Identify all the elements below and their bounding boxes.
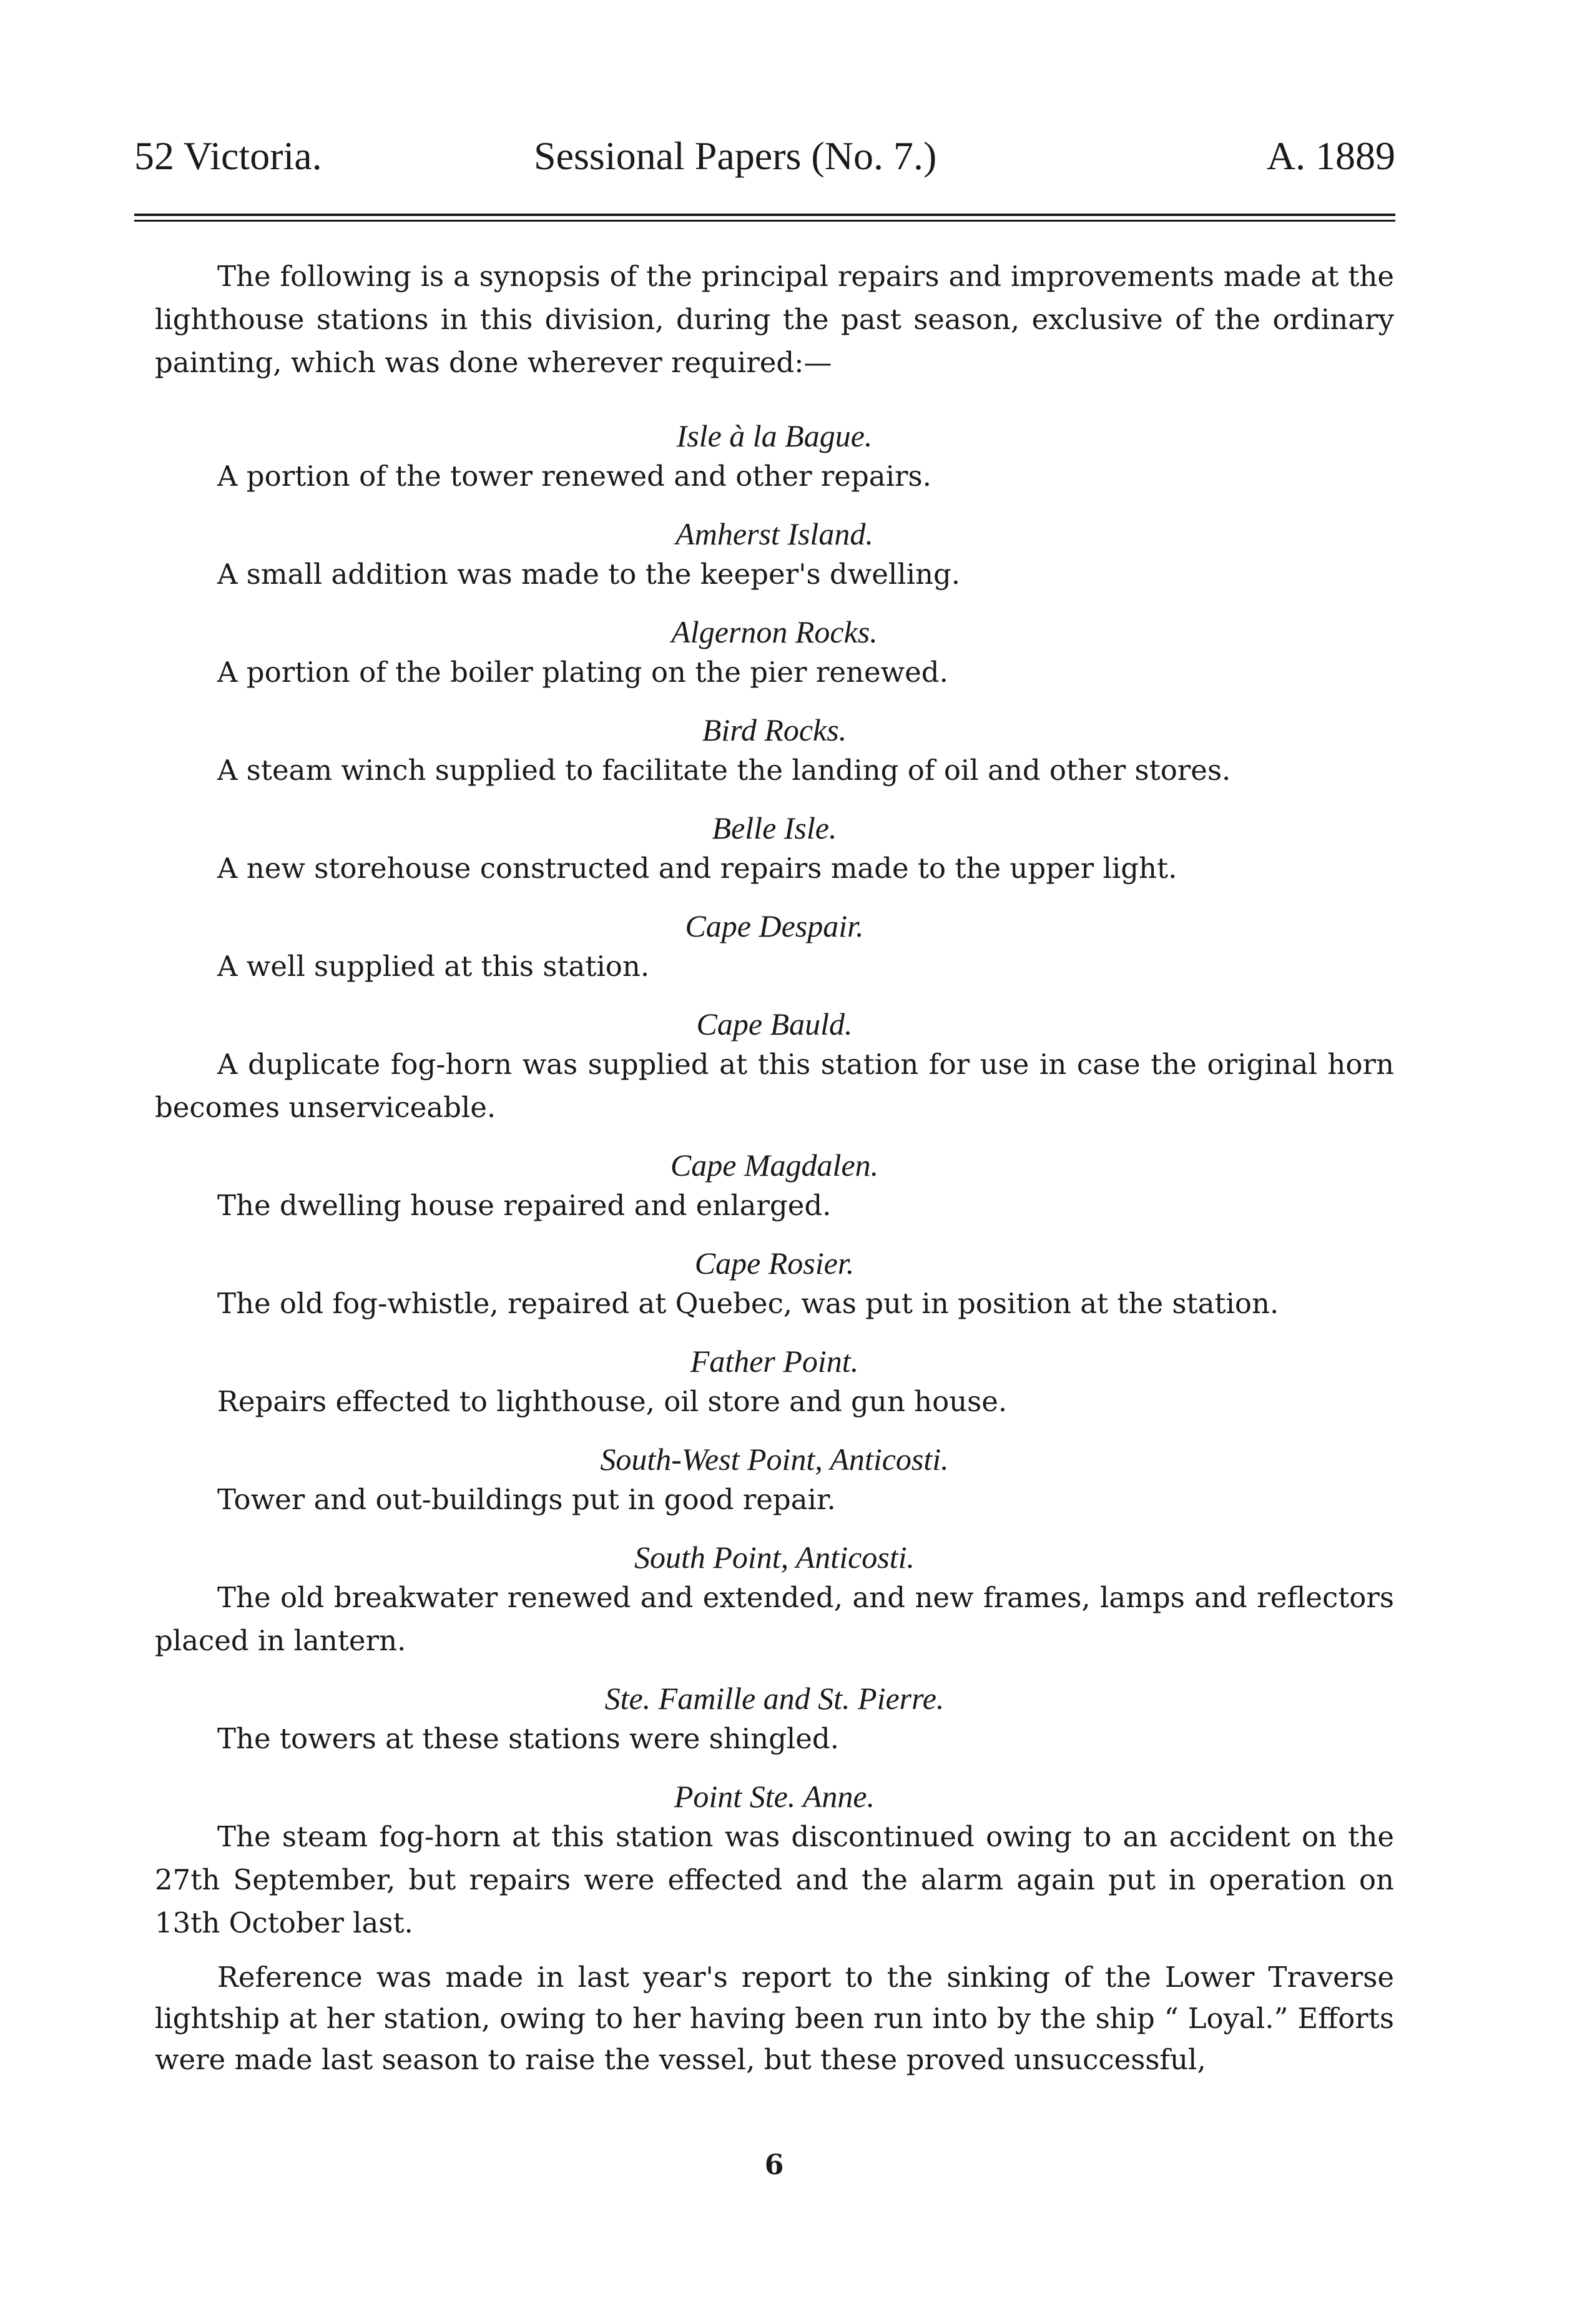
station-description: A well supplied at this station. [217,950,650,983]
station-description: A duplicate fog-horn was supplied at this station for use in case the original horn becomes unserviceable. [155,1048,1394,1124]
station-entries [155,412,1394,2080]
header-session: 52 Victoria. [134,134,322,178]
station-entry [155,1534,1394,1662]
station-entry [155,1773,1394,1944]
station-description: Repairs effected to lighthouse, oil store and gun house. [217,1385,1008,1418]
station-description: A small addition was made to the keeper's dwelling. [217,558,961,591]
station-entry [155,510,1394,596]
station-heading: Father Point. [690,1344,859,1379]
station-entry [155,1337,1394,1423]
station-entry [155,902,1394,988]
closing-paragraph: Reference was made in last year's report to the sinking of the Lower Traverse lightship at her station, owing to her having been run into by the ship “ Loyal.” Efforts were made last season to raise the vessel, but these proved unsuccessful, [155,1961,1394,2076]
station-heading: Belle Isle. [712,810,837,845]
station-heading: Cape Magdalen. [670,1148,879,1183]
station-description: The dwelling house repaired and enlarged. [217,1189,832,1222]
header-year: A. 1889 [1266,134,1395,178]
station-heading: Cape Despair. [685,908,864,943]
header-rule-thin [134,220,1395,222]
running-header [134,128,1395,184]
station-heading: Algernon Rocks. [671,614,878,649]
station-description: The towers at these stations were shingled. [217,1722,840,1755]
station-heading: Cape Rosier. [694,1246,855,1281]
station-entry [155,1000,1394,1129]
station-description: A portion of the boiler plating on the pier renewed. [217,656,948,689]
station-entry [155,804,1394,890]
page-number: 6 [764,2149,784,2181]
station-description: Tower and out-buildings put in good repair. [217,1483,836,1516]
station-description: The steam fog-horn at this station was discontinued owing to an accident on the 27th September, but repairs were effected and the alarm again put in operation on 13th October last. [155,1820,1394,1939]
station-entry [155,706,1394,792]
station-heading: Isle à la Bague. [676,418,873,453]
intro-paragraph: The following is a synopsis of the principal repairs and improvements made at the lighthouse stations in this division, during the past season, exclusive of the ordinary painting, which was done wherever required:— [155,260,1394,379]
station-heading: Cape Bauld. [696,1007,853,1041]
header-rule-thick [134,214,1395,216]
station-entry [155,412,1394,498]
station-heading: South Point, Anticosti. [634,1540,915,1575]
station-entry [155,1141,1394,1227]
station-description: A new storehouse constructed and repairs made to the upper light. [217,852,1177,885]
station-entry [155,1239,1394,1325]
station-heading: Point Ste. Anne. [674,1779,875,1814]
station-heading: Amherst Island. [675,516,873,551]
station-entry [155,1435,1394,1521]
station-heading: South-West Point, Anticosti. [600,1442,949,1477]
header-title: Sessional Papers (No. 7.) [534,134,937,178]
station-heading: Ste. Famille and St. Pierre. [604,1681,945,1716]
station-heading: Bird Rocks. [702,712,847,747]
station-description: The old fog-whistle, repaired at Quebec, was put in position at the station. [217,1287,1279,1320]
station-description: A steam winch supplied to facilitate the landing of oil and other stores. [217,754,1231,787]
station-entry [155,608,1394,694]
station-description: The old breakwater renewed and extended, and new frames, lamps and reflectors placed in lantern. [155,1581,1394,1657]
station-entry [155,1675,1394,1760]
station-description: A portion of the tower renewed and other repairs. [217,460,931,493]
